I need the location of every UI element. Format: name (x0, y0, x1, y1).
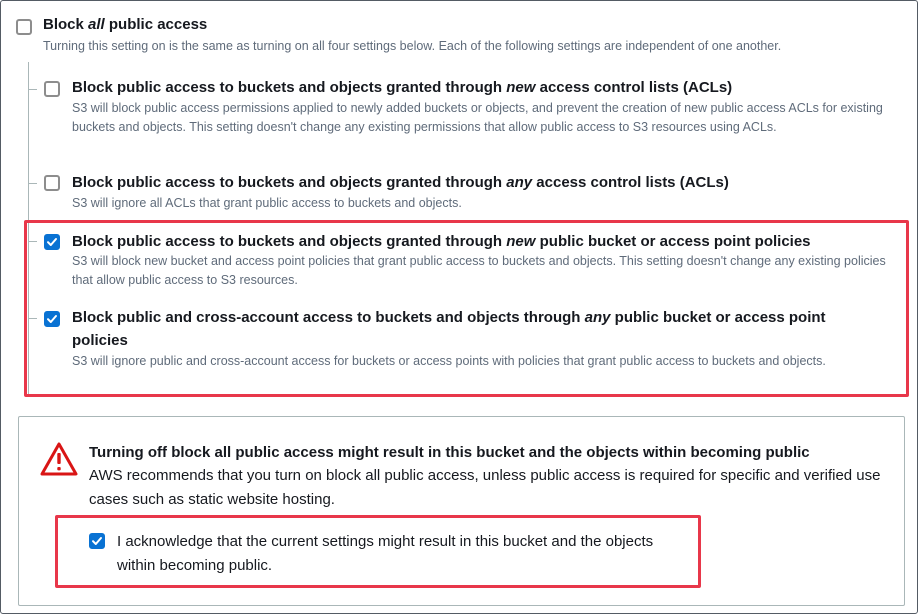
block-all-checkbox[interactable] (16, 19, 32, 35)
acknowledge-label: I acknowledge that the current settings might result in this bucket and the objects within becoming public. (117, 533, 654, 574)
block-cross-account-description: S3 will ignore public and cross-account access for buckets or access points with policies that grant public access to buckets and objects. (72, 354, 826, 368)
checkmark-icon (91, 535, 103, 547)
block-new-acl-label: Block public access to buckets and objects granted through new access control lists (ACLs) (72, 79, 733, 96)
block-new-acl-description: S3 will block public access permissions applied to newly added buckets or objects, and prevent the creation of new public access ACLs for existing buckets and objects. This setting doesn't change any existing permissions that allow public access to S3 resources using ACLs. (72, 101, 883, 134)
block-cross-account-checkbox[interactable] (44, 311, 60, 327)
tree-branch (29, 89, 37, 90)
block-all-description: Turning this setting on is the same as turning on all four settings below. Each of the following settings are independent of one another. (43, 39, 782, 53)
block-any-acl-description: S3 will ignore all ACLs that grant public access to buckets and objects. (72, 196, 462, 210)
checkmark-icon (46, 236, 58, 248)
warning-triangle-icon (40, 441, 78, 477)
warning-title: Turning off block all public access might result in this bucket and the objects within becoming public (89, 444, 810, 461)
block-cross-account-label-line2: policies (72, 332, 128, 349)
block-new-policies-label: Block public access to buckets and objects granted through new public bucket or access point policies (72, 233, 811, 250)
block-any-acl-label: Block public access to buckets and objects granted through any access control lists (ACLs) (72, 174, 729, 191)
warning-description: AWS recommends that you turn on block all public access, unless public access is required for specific and verified use cases such as static website hosting. (89, 467, 881, 508)
block-new-policies-checkbox[interactable] (44, 234, 60, 250)
acknowledge-checkbox[interactable] (89, 533, 105, 549)
checkmark-icon (46, 313, 58, 325)
block-new-policies-description: S3 will block new bucket and access point policies that grant public access to buckets and objects. This setting doesn't change any existing policies that allow public access to S3 resources. (72, 254, 886, 287)
block-cross-account-label: Block public and cross-account access to buckets and objects through any public bucket or access point (72, 309, 826, 326)
block-any-acl-checkbox[interactable] (44, 175, 60, 191)
block-new-acl-checkbox[interactable] (44, 81, 60, 97)
tree-branch (29, 183, 37, 184)
block-all-label: Block all public access (43, 16, 208, 33)
